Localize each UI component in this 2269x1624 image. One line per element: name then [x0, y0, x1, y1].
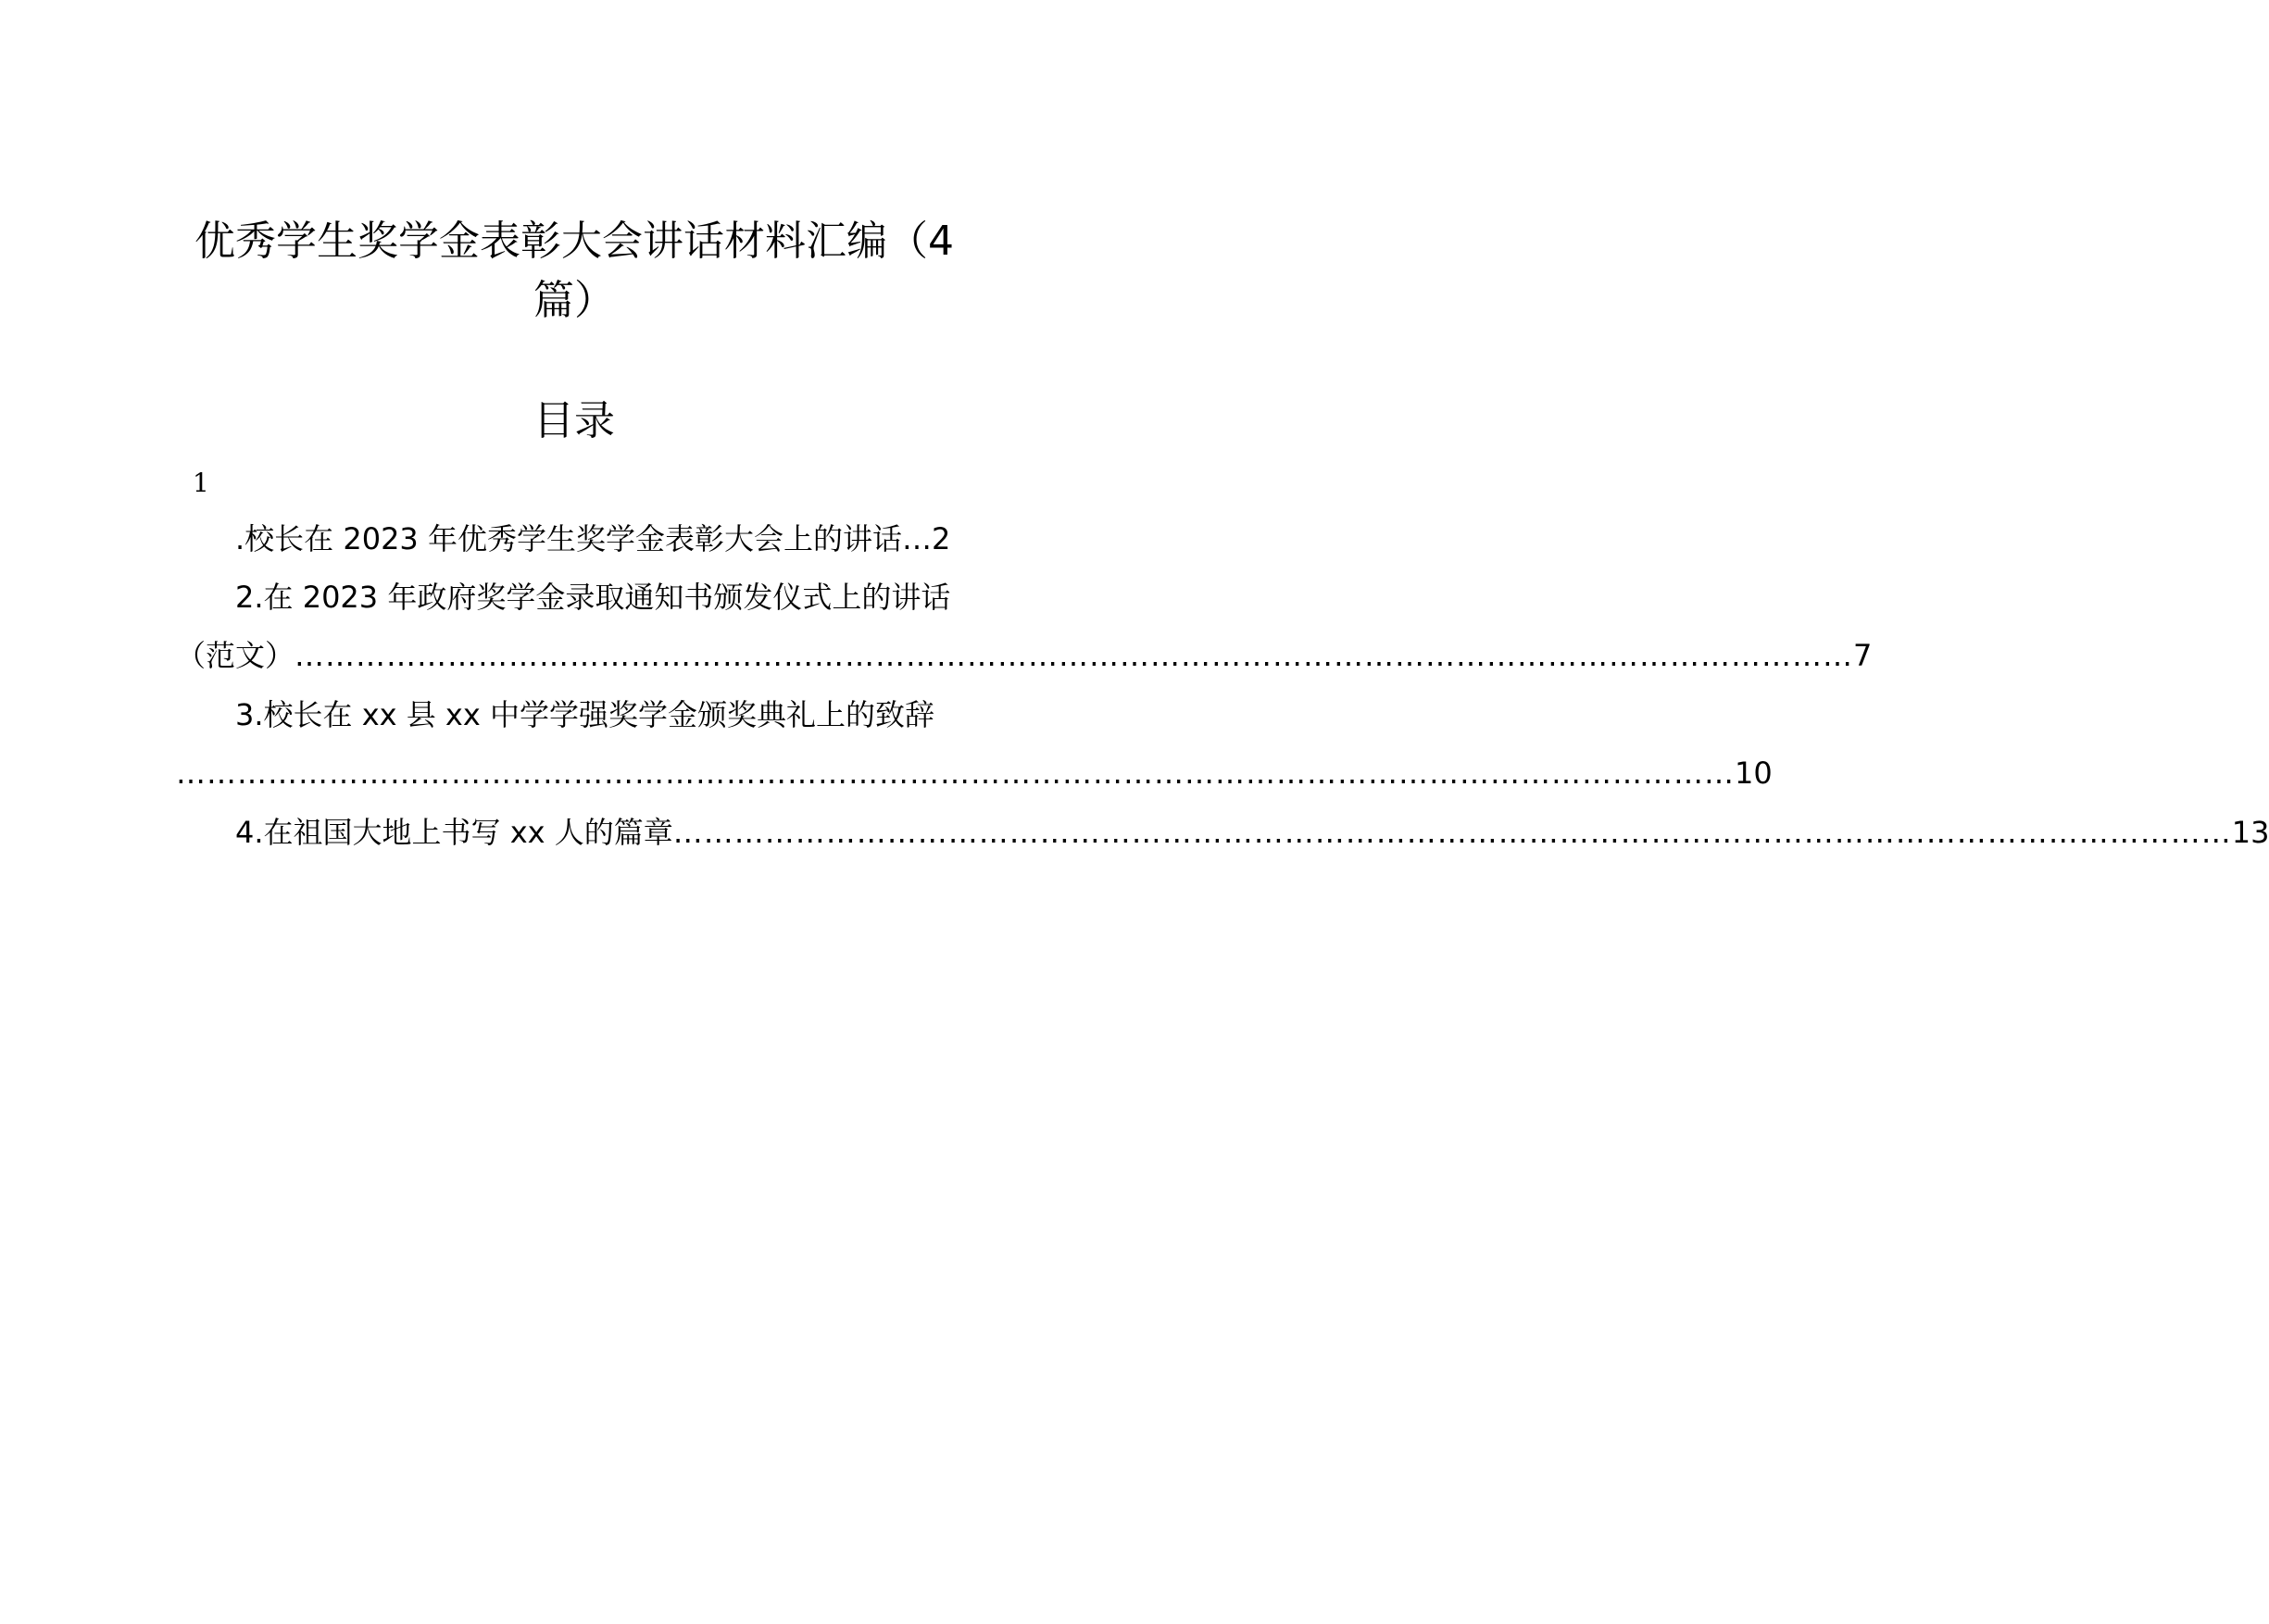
toc-entry-4[interactable]: [176, 812, 2269, 853]
toc-entry-2-page: 7: [1853, 638, 1873, 673]
toc-entry-1[interactable]: [176, 518, 1032, 559]
document-title-line-1: 优秀学生奖学金表彰大会讲话材料汇编（4: [194, 218, 954, 265]
toc-heading: 目录: [533, 397, 615, 444]
toc-entry-3-line-2[interactable]: [176, 753, 1773, 793]
toc-entry-2-text-line-2: （范文）: [176, 638, 295, 673]
toc-entry-2-text-line-1: 2.在 2023 年政府奖学金录取通知书颁发仪式上的讲话: [235, 580, 951, 615]
toc-entry-1-text: .校长在 2023 年优秀学生奖学金表彰大会上的讲话…: [235, 521, 932, 556]
toc-entry-4-page: 13: [2231, 815, 2269, 850]
document-title-line-2: 篇）: [533, 277, 615, 324]
toc-entry-2-line-2[interactable]: [176, 635, 1873, 676]
toc-entry-1-page: 2: [931, 521, 951, 556]
toc-entry-2-leader-dots: ………………………………………………………………………………………………………………………………………: [295, 638, 1854, 673]
toc-entry-3-page: 10: [1735, 756, 1773, 791]
toc-entry-3-text-line-1: 3.校长在 xx 县 xx 中学学强奖学金颁奖典礼上的致辞: [235, 697, 934, 732]
toc-entry-3-leader-dots: ………………………………………………………………………………………………………………………………………: [176, 756, 1735, 791]
toc-entry-4-text: 4.在祖国大地上书写 xx 人的篇章: [235, 815, 673, 850]
toc-entry-4-leader-dots: ………………………………………………………………………………………………………………………………………: [672, 815, 2232, 850]
page-marker: 1: [193, 468, 209, 498]
toc-entry-3-line-1[interactable]: [176, 694, 1032, 735]
toc-entry-2-line-1[interactable]: [176, 577, 1032, 618]
